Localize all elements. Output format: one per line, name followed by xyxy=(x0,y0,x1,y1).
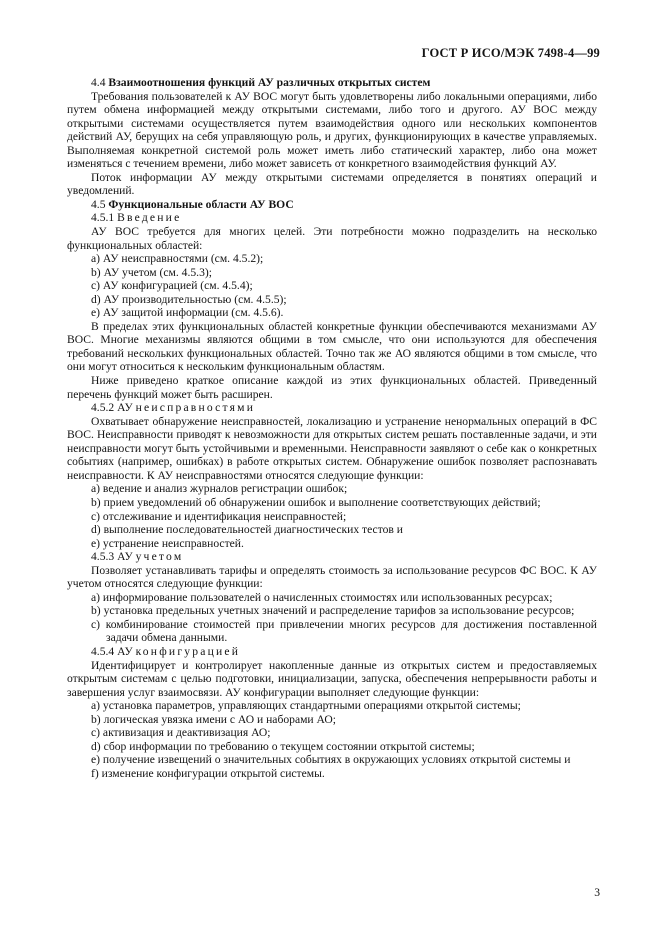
list-item: f) изменение конфигурации открытой системы. xyxy=(91,766,325,780)
section-title: конфигурацией xyxy=(135,644,241,658)
list-item: a) АУ неисправностями (см. 4.5.2); xyxy=(91,252,264,266)
section-number: 4.5 xyxy=(91,197,106,211)
section-title: учетом xyxy=(135,550,184,564)
section-4-5-2-heading: 4.5.2 АУ неисправностями xyxy=(91,401,256,415)
list-item: a) ведение и анализ журналов регистрации ошибок; xyxy=(91,482,348,496)
list xyxy=(67,252,597,320)
list-item: a) установка параметров, управляющих стандартными операциями открытой системы; xyxy=(91,699,521,713)
list-item: c) комбинирование стоимостей при привлечении многих ресурсов для достижения поставленной задачи обмена данными. xyxy=(91,617,598,645)
paragraph: Идентифицирует и контролирует накопленные данные из открытых систем и предоставляемых открытым системам с целью подготовки, инициализации, запуска, обеспечения непрерывности работы и завершения услуг взаимосвязи. АУ конфигурации выполняет следующие функции: xyxy=(67,658,597,699)
list xyxy=(67,482,597,550)
paragraph: Поток информации АУ между открытыми системами определяется в понятиях операций и уведомлений. xyxy=(67,170,597,198)
paragraph: Позволяет устанавливать тарифы и определять стоимость за использование ресурсов ФС ВОС. К АУ учетом относятся следующие функции: xyxy=(67,563,597,591)
section-number: 4.4 xyxy=(91,76,106,89)
paragraph: Охватывает обнаружение неисправностей, локализацию и устранение ненормальных операций в ФС ВОС. Неисправности приводят к невозможности для открытых систем решать поставленные задачи, и эти неисправности могут быть устойчивыми и временными. Неисправности заявляют о себе как о конкретных событиях (например, ошибках) в работе открытых систем. Обнаружение ошибок позволяет распознавать неисправности. К АУ неисправностями относятся следующие функции: xyxy=(67,414,597,482)
section-4-5-3-heading: 4.5.3 АУ учетом xyxy=(91,550,184,564)
document-body xyxy=(67,76,597,780)
list-item: a) информирование пользователей о начисленных стоимостях или использованных ресурсах; xyxy=(91,590,553,604)
section-4-5-heading xyxy=(67,198,597,212)
section-title: Введение xyxy=(117,211,182,225)
list-item: d) выполнение последовательностей диагностических тестов и xyxy=(91,523,403,537)
section-4-5-1-heading xyxy=(67,211,597,225)
list xyxy=(67,591,597,645)
standard-designation: ГОСТ Р ИСО/МЭК 7498-4—99 xyxy=(421,46,600,60)
paragraph: АУ ВОС требуется для многих целей. Эти потребности можно подразделить на несколько функциональных областей: xyxy=(67,225,597,252)
list xyxy=(67,699,597,780)
list-item: d) сбор информации по требованию о текущем состоянии открытой системы; xyxy=(91,739,475,753)
page-number: 3 xyxy=(594,886,600,899)
section-number: 4.5.3 xyxy=(91,550,115,564)
paragraph: Требования пользователей к АУ ВОС могут быть удовлетворены либо локальными операциями, либо путем обмена информацией между открытыми системами, либо того и другого. АУ ВОС между открытыми системами осуществляется путем взаимодействия одного или нескольких компонентов действий АУ, берущих на себя управляющую роль, и других, функционирующих в качестве управляемых. Выполняемая конкретной системой роль может иметь либо статический характер, либо она может изменяться с течением времени, либо может зависеть от конкретного взаимодействия функций АУ. xyxy=(67,89,597,171)
list-item: b) АУ учетом (см. 4.5.3); xyxy=(91,265,212,279)
section-number: 4.5.1 xyxy=(91,211,115,225)
section-4-4-heading xyxy=(67,76,597,90)
list-item: e) получение извещений о значительных событиях в окружающих условиях открытой системы и xyxy=(91,753,571,767)
list-item: b) прием уведомлений об обнаружении ошибок и выполнение соответствующих действий; xyxy=(91,495,541,509)
list-item: e) устранение неисправностей. xyxy=(91,536,244,550)
paragraph: В пределах этих функциональных областей конкретные функции обеспечиваются механизмами АУ ВОС. Многие механизмы являются общими в том смысле, что они используются для обеспечения требований нескольких функциональных областей. Точно так же АО являются общими в том смысле, что они могут относиться к нескольким функциональным областям. xyxy=(67,319,597,374)
section-4-5-4-heading: 4.5.4 АУ конфигурацией xyxy=(91,644,241,658)
list-item: e) АУ защитой информации (см. 4.5.6). xyxy=(91,306,284,320)
list-item: c) АУ конфигурацией (см. 4.5.4); xyxy=(91,279,253,293)
section-title: Взаимоотношения функций АУ различных открытых систем xyxy=(108,76,431,89)
section-number: 4.5.4 xyxy=(91,644,115,658)
section-title: Функциональные области АУ ВОС xyxy=(108,197,294,211)
list-item: c) активизация и деактивизация АО; xyxy=(91,726,271,740)
list-item: b) логическая увязка имени с АО и наборами АО; xyxy=(91,712,336,726)
list-item: c) отслеживание и идентификация неисправностей; xyxy=(91,509,347,523)
list-item: b) установка предельных учетных значений и распределение тарифов за использование ресурсов; xyxy=(91,604,575,618)
paragraph: Ниже приведено краткое описание каждой из этих функциональных областей. Приведенный перечень функций может быть расширен. xyxy=(67,374,597,401)
section-title: неисправностями xyxy=(135,401,256,415)
list-item: d) АУ производительностью (см. 4.5.5); xyxy=(91,292,287,306)
section-number: 4.5.2 xyxy=(91,401,115,415)
